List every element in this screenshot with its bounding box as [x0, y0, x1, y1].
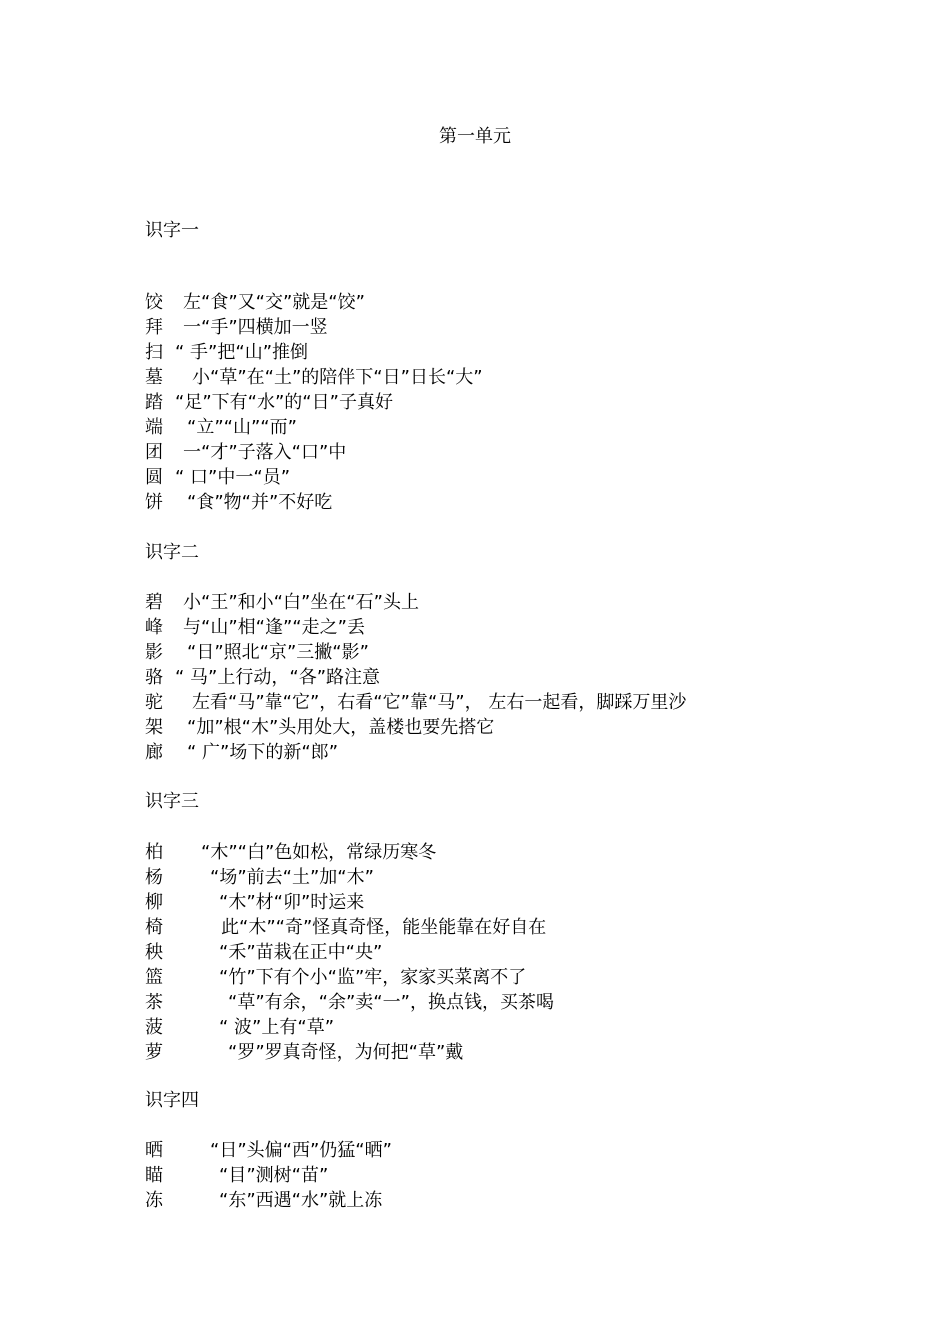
entry-char: 驼 [145, 692, 163, 713]
entry-text: “ 波”上有“草” [219, 1017, 335, 1038]
list-item [145, 290, 365, 315]
list-item [145, 690, 686, 715]
list-item [145, 840, 436, 865]
entry-text: “立”“山”“而” [187, 417, 297, 438]
entry-text: “场”前去“土”加“木” [210, 867, 374, 888]
entry-char: 菠 [145, 1017, 163, 1038]
entry-char: 骆 [145, 667, 163, 688]
list-item [145, 865, 374, 890]
entry-text: 与“山”相“逢”“走之”丢 [183, 617, 365, 638]
entry-text: “东”西遇“水”就上冻 [219, 1190, 383, 1211]
list-item [145, 1138, 392, 1163]
entry-text: 小“草”在“土”的陪伴下“日”日长“大” [192, 367, 483, 388]
entry-text: 左“食”又“交”就是“饺” [183, 292, 365, 313]
entry-char: 冻 [145, 1190, 163, 1211]
list-item [145, 390, 393, 415]
entry-char: 拜 [145, 317, 163, 338]
entry-char: 茶 [145, 992, 163, 1013]
entry-char: 萝 [145, 1042, 163, 1063]
entry-char: 瞄 [145, 1165, 163, 1186]
entry-char: 踏 [145, 392, 163, 413]
entry-char: 饺 [145, 292, 163, 313]
entry-char: 影 [145, 642, 163, 663]
entry-text: “目”测树“苗” [219, 1165, 329, 1186]
entry-text: 左看“马”靠“它”，右看“它”靠“马”， 左右一起看，脚踩万里沙 [192, 692, 687, 713]
entry-text: 一“才”子落入“口”中 [183, 442, 347, 463]
list-item [145, 590, 419, 615]
entry-char: 峰 [145, 617, 163, 638]
list-item [145, 440, 346, 465]
entry-text: 小“王”和小“白”坐在“石”头上 [183, 592, 419, 613]
entry-text: “禾”苗栽在正中“央” [219, 942, 383, 963]
list-item [145, 1040, 463, 1065]
section-heading: 识字四 [145, 1090, 199, 1111]
entry-char: 扫 [145, 342, 163, 363]
list-item [145, 365, 483, 390]
list-item [145, 990, 554, 1015]
entry-char: 碧 [145, 592, 163, 613]
section-heading: 识字一 [145, 220, 199, 241]
entry-char: 晒 [145, 1140, 163, 1161]
entry-text: “日”照北“京”三撇“影” [187, 642, 369, 663]
list-item [145, 715, 494, 740]
entry-char: 廊 [145, 742, 163, 763]
entry-char: 饼 [145, 492, 163, 513]
entry-char: 杨 [145, 867, 163, 888]
entry-char: 团 [145, 442, 163, 463]
entry-text: “足”下有“水”的“日”子真好 [175, 392, 393, 413]
entry-char: 椅 [145, 917, 163, 938]
entry-char: 柳 [145, 892, 163, 913]
entry-text: “ 广”场下的新“郎” [187, 742, 339, 763]
list-item [145, 340, 308, 365]
list-item [145, 1015, 334, 1040]
entry-char: 墓 [145, 367, 163, 388]
entry-text: “草”有余，“余”卖“一”，换点钱，买茶喝 [228, 992, 554, 1013]
section-heading: 识字二 [145, 542, 199, 563]
entry-char: 架 [145, 717, 163, 738]
list-item [145, 740, 338, 765]
entry-text: “竹”下有个小“监”牢，家家买菜离不了 [219, 967, 527, 988]
list-item [145, 940, 382, 965]
entry-char: 秧 [145, 942, 163, 963]
entry-text: “ 手”把“山”推倒 [175, 342, 309, 363]
entry-text: “木”“白”色如松，常绿历寒冬 [201, 842, 437, 863]
section-heading: 识字三 [145, 791, 199, 812]
entry-text: “日”头偏“西”仍猛“晒” [210, 1140, 392, 1161]
list-item [145, 665, 380, 690]
list-item [145, 640, 369, 665]
page-title: 第一单元 [439, 126, 511, 147]
entry-char: 圆 [145, 467, 163, 488]
list-item [145, 615, 365, 640]
entry-text: 一“手”四横加一竖 [183, 317, 328, 338]
entry-text: “加”根“木”头用处大，盖楼也要先搭它 [187, 717, 495, 738]
list-item [145, 415, 297, 440]
list-item [145, 315, 328, 340]
list-item [145, 965, 526, 990]
list-item [145, 1188, 382, 1213]
list-item [145, 1163, 328, 1188]
entry-text: “木”材“卯”时运来 [219, 892, 365, 913]
entry-char: 篮 [145, 967, 163, 988]
list-item [145, 490, 332, 515]
entry-text: “食”物“并”不好吃 [187, 492, 333, 513]
entry-char: 端 [145, 417, 163, 438]
list-item [145, 890, 364, 915]
entry-text: “ 口”中一“员” [175, 467, 291, 488]
list-item [145, 915, 546, 940]
entry-char: 柏 [145, 842, 163, 863]
entry-text: “ 马”上行动，“各”路注意 [175, 667, 381, 688]
entry-text: 此“木”“奇”怪真奇怪，能坐能靠在好自在 [221, 917, 547, 938]
list-item [145, 465, 290, 490]
entry-text: “罗”罗真奇怪，为何把“草”戴 [228, 1042, 464, 1063]
